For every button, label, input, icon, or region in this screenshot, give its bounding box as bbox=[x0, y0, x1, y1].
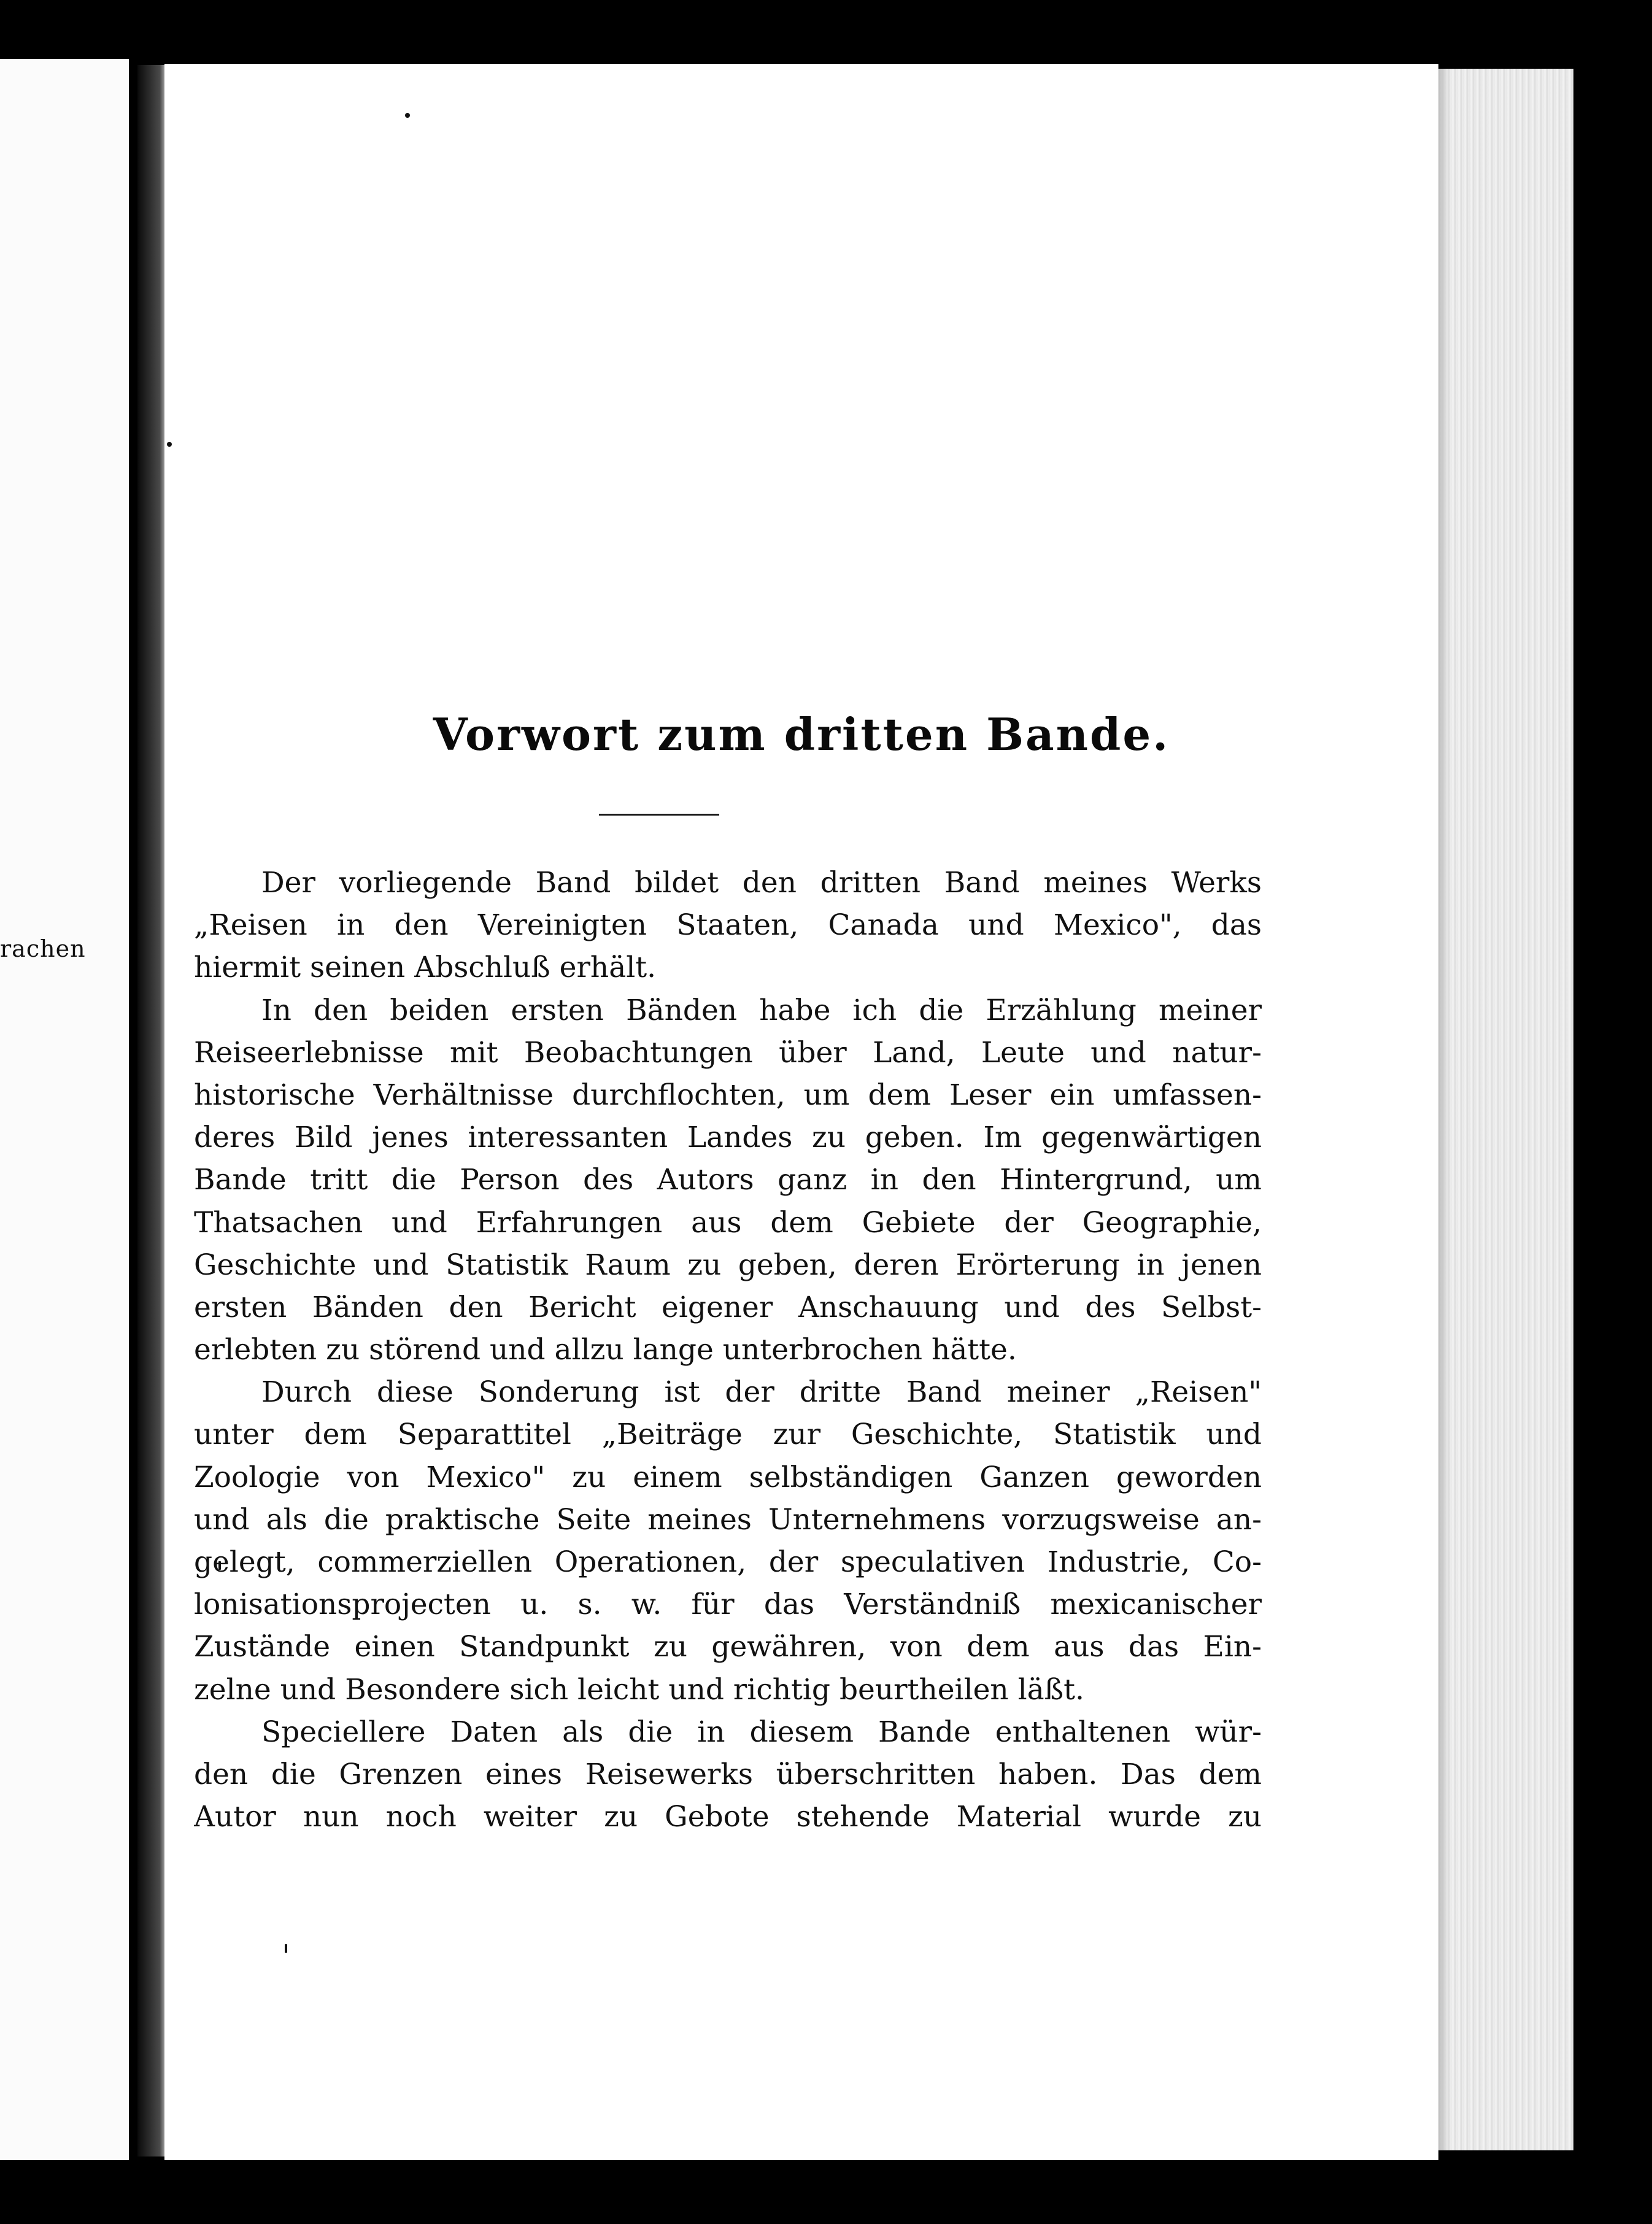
text-line: erlebten zu störend und allzu lange unterbrochen hätte. bbox=[194, 1333, 1017, 1367]
text-line: Autor nun noch weiter zu Gebote stehende Material wurde zu bbox=[194, 1800, 1262, 1834]
text-line: Zustände einen Standpunkt zu gewähren, von dem aus das Ein- bbox=[194, 1630, 1262, 1664]
left-page-text-fragment: rachen bbox=[0, 935, 86, 962]
page-title: Vorwort zum dritten Bande. bbox=[433, 708, 1170, 760]
print-speck bbox=[405, 113, 410, 118]
text-line: ersten Bänden den Bericht eigener Anschauung und des Selbst- bbox=[194, 1290, 1262, 1324]
text-line: Durch diese Sonderung ist der dritte Band meiner „Reisen" bbox=[261, 1375, 1262, 1410]
left-facing-page bbox=[0, 59, 129, 2160]
text-line: deres Bild jenes interessanten Landes zu geben. Im gegenwärtigen bbox=[194, 1121, 1262, 1155]
text-line: den die Grenzen eines Reisewerks überschritten haben. Das dem bbox=[194, 1757, 1262, 1791]
print-speck bbox=[285, 1944, 287, 1953]
text-line: und als die praktische Seite meines Unternehmens vorzugsweise an- bbox=[194, 1502, 1262, 1537]
text-line: Zoologie von Mexico" zu einem selbständigen Ganzen geworden bbox=[194, 1460, 1262, 1494]
text-line: unter dem Separattitel „Beiträge zur Geschichte, Statistik und bbox=[194, 1418, 1262, 1452]
text-line: „Reisen in den Vereinigten Staaten, Canada und Mexico", das bbox=[194, 908, 1262, 943]
text-line: hiermit seinen Abschluß erhält. bbox=[194, 951, 657, 985]
title-rule bbox=[599, 814, 719, 816]
book-page bbox=[164, 64, 1438, 2160]
text-line: Thatsachen und Erfahrungen aus dem Gebiete der Geographie, bbox=[194, 1205, 1262, 1240]
text-line: In den beiden ersten Bänden habe ich die Erzählung meiner bbox=[261, 993, 1262, 1027]
text-line: Geschichte und Statistik Raum zu geben, deren Erörterung in jenen bbox=[194, 1248, 1262, 1282]
text-line: zelne und Besondere sich leicht und richtig beurtheilen läßt. bbox=[194, 1672, 1084, 1707]
text-line: gelegt, commerziellen Operationen, der speculativen Industrie, Co- bbox=[194, 1545, 1262, 1579]
text-line: Der vorliegende Band bildet den dritten Band meines Werks bbox=[261, 866, 1262, 900]
text-line: Reiseerlebnisse mit Beobachtungen über Land, Leute und natur- bbox=[194, 1035, 1262, 1070]
text-line: Speciellere Daten als die in diesem Bande enthaltenen wür- bbox=[261, 1715, 1262, 1749]
text-line: Bande tritt die Person des Autors ganz in den Hintergrund, um bbox=[194, 1163, 1262, 1197]
page-edges-shadow bbox=[1438, 69, 1449, 2150]
text-line: lonisationsprojecten u. s. w. für das Verständniß mexicanischer bbox=[194, 1588, 1262, 1622]
text-line: historische Verhältnisse durchflochten, um dem Leser ein umfassen- bbox=[194, 1078, 1262, 1112]
body-text bbox=[194, 862, 1262, 1838]
print-speck bbox=[167, 442, 172, 447]
page-edges bbox=[1438, 69, 1573, 2150]
